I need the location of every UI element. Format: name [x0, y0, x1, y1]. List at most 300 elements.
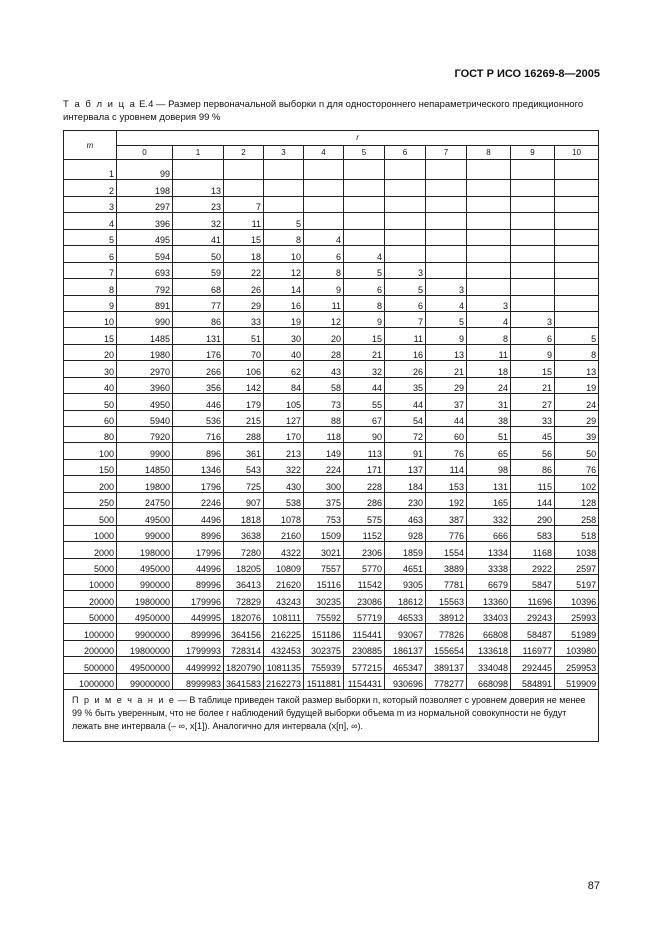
- sample-size-cell: 10809: [264, 558, 304, 574]
- m-value-cell: 30: [64, 361, 117, 377]
- m-value-cell: 20000: [64, 591, 117, 607]
- table-caption: [63, 98, 603, 124]
- table-row: [64, 410, 599, 426]
- m-column-header: m: [64, 131, 117, 160]
- sample-size-cell: 13: [426, 344, 467, 360]
- m-value-cell: 80: [64, 427, 117, 443]
- sample-size-cell: 16: [264, 295, 304, 311]
- sample-size-cell: 128: [555, 492, 599, 508]
- sample-size-cell: 108111: [264, 607, 304, 623]
- sample-size-cell: [344, 229, 385, 245]
- m-value-cell: 100: [64, 443, 117, 459]
- sample-size-cell: 176: [173, 344, 224, 360]
- sample-size-cell: 14: [264, 279, 304, 295]
- sample-size-cell: 5: [426, 311, 467, 327]
- sample-size-cell: 6: [385, 295, 426, 311]
- r-values-header-row: [64, 145, 599, 160]
- sample-size-cell: 1820790: [224, 657, 264, 673]
- sample-size-cell: 8: [555, 344, 599, 360]
- sample-size-cell: 44: [344, 377, 385, 393]
- sample-size-cell: 11: [467, 344, 511, 360]
- sample-size-cell: 28: [304, 344, 344, 360]
- sample-size-cell: 1485: [117, 328, 173, 344]
- sample-size-cell: 21620: [264, 574, 304, 590]
- m-value-cell: 500: [64, 509, 117, 525]
- sample-size-cell: 22: [224, 262, 264, 278]
- sample-size-cell: 536: [173, 410, 224, 426]
- sample-size-cell: 230: [385, 492, 426, 508]
- sample-size-cell: 18: [467, 361, 511, 377]
- sample-size-cell: 792: [117, 279, 173, 295]
- sample-size-cell: 9900000: [117, 624, 173, 640]
- sample-size-cell: 891: [117, 295, 173, 311]
- sample-size-cell: 728314: [224, 640, 264, 656]
- sample-size-cell: 230885: [344, 640, 385, 656]
- sample-size-cell: 9305: [385, 574, 426, 590]
- table-row: [64, 558, 599, 574]
- m-value-cell: 4: [64, 213, 117, 229]
- sample-size-cell: [264, 180, 304, 196]
- sample-size-cell: 57719: [344, 607, 385, 623]
- sample-size-cell: 20: [304, 328, 344, 344]
- sample-size-cell: 9: [511, 344, 555, 360]
- sample-size-cell: 19: [555, 377, 599, 393]
- sample-size-cell: 778277: [426, 673, 467, 689]
- sample-size-cell: 179: [224, 394, 264, 410]
- sample-size-cell: 1509: [304, 525, 344, 541]
- sample-size-cell: [467, 196, 511, 212]
- sample-size-cell: 127: [264, 410, 304, 426]
- sample-size-cell: 62: [264, 361, 304, 377]
- r-value-header: 7: [426, 145, 467, 160]
- sample-size-cell: 29: [555, 410, 599, 426]
- table-row: [64, 574, 599, 590]
- sample-size-cell: 3: [467, 295, 511, 311]
- sample-size-cell: 11: [385, 328, 426, 344]
- sample-size-cell: 990: [117, 311, 173, 327]
- sample-size-cell: 38912: [426, 607, 467, 623]
- sample-size-cell: 2970: [117, 361, 173, 377]
- sample-size-cell: 51: [224, 328, 264, 344]
- table-row: [64, 262, 599, 278]
- sample-size-cell: 1334: [467, 542, 511, 558]
- sample-size-cell: 27: [511, 394, 555, 410]
- sample-size-cell: 49500: [117, 509, 173, 525]
- sample-size-cell: 4: [304, 229, 344, 245]
- sample-size-cell: [511, 229, 555, 245]
- sample-size-cell: 21: [344, 344, 385, 360]
- sample-size-cell: 46533: [385, 607, 426, 623]
- m-value-cell: 10: [64, 311, 117, 327]
- sample-size-cell: 5197: [555, 574, 599, 590]
- sample-size-cell: 6: [511, 328, 555, 344]
- sample-size-cell: 11: [304, 295, 344, 311]
- sample-size-cell: 5770: [344, 558, 385, 574]
- sample-size-cell: 12: [304, 311, 344, 327]
- sample-size-cell: 13: [555, 361, 599, 377]
- sample-size-cell: 49500000: [117, 657, 173, 673]
- sample-size-cell: [555, 246, 599, 262]
- sample-size-cell: 72829: [224, 591, 264, 607]
- table-row: [64, 427, 599, 443]
- sample-size-cell: 5: [555, 328, 599, 344]
- sample-size-cell: 13: [173, 180, 224, 196]
- sample-size-cell: 16: [385, 344, 426, 360]
- sample-size-cell: 44: [426, 410, 467, 426]
- table-row: [64, 246, 599, 262]
- sample-size-cell: 65: [467, 443, 511, 459]
- sample-size-cell: [224, 160, 264, 180]
- sample-size-cell: 76: [555, 459, 599, 475]
- table-note: [64, 690, 599, 742]
- sample-size-cell: 106: [224, 361, 264, 377]
- sample-size-cell: 36413: [224, 574, 264, 590]
- note-text: — В таблице приведен такой размер выборки n, который позволяет с уровнем доверия не менее 99 % быть уверенным, что не более r наблюдений будущей выборки объема m из нормальной совокупности не будут лежать вне интервала (– ∞, x[1]). Аналогично для интервала (x[n], ∞).: [72, 695, 586, 731]
- page-number: 87: [587, 880, 600, 892]
- sample-size-cell: 60: [426, 427, 467, 443]
- sample-size-cell: 15: [511, 361, 555, 377]
- sample-size-cell: 725: [224, 476, 264, 492]
- m-value-cell: 100000: [64, 624, 117, 640]
- sample-size-cell: [511, 180, 555, 196]
- sample-size-cell: 215: [224, 410, 264, 426]
- sample-size-cell: 73: [304, 394, 344, 410]
- sample-size-cell: 332: [467, 509, 511, 525]
- sample-size-cell: 8: [264, 229, 304, 245]
- m-value-cell: 2000: [64, 542, 117, 558]
- note-label: П р и м е ч а н и е: [72, 695, 176, 705]
- sample-size-cell: 4322: [264, 542, 304, 558]
- sample-size-cell: 776: [426, 525, 467, 541]
- m-value-cell: 250: [64, 492, 117, 508]
- table-row: [64, 328, 599, 344]
- sample-size-cell: 25993: [555, 607, 599, 623]
- sample-size-cell: 115441: [344, 624, 385, 640]
- sample-size-cell: 131: [467, 476, 511, 492]
- sample-size-cell: 44: [385, 394, 426, 410]
- sample-size-cell: 375: [304, 492, 344, 508]
- sample-size-cell: 133618: [467, 640, 511, 656]
- sample-size-cell: 66808: [467, 624, 511, 640]
- sample-size-cell: 575: [344, 509, 385, 525]
- sample-size-cell: 1038: [555, 542, 599, 558]
- sample-size-cell: 12: [264, 262, 304, 278]
- sample-size-cell: 198: [117, 180, 173, 196]
- sample-size-cell: 6: [344, 279, 385, 295]
- sample-size-cell: 67: [344, 410, 385, 426]
- sample-size-cell: 2246: [173, 492, 224, 508]
- sample-size-cell: [385, 180, 426, 196]
- m-value-cell: 20: [64, 344, 117, 360]
- r-value-header: 9: [511, 145, 555, 160]
- sample-size-cell: 37: [426, 394, 467, 410]
- table-row: [64, 344, 599, 360]
- sample-size-cell: 446: [173, 394, 224, 410]
- sample-size-cell: [555, 180, 599, 196]
- sample-size-cell: 3: [385, 262, 426, 278]
- sample-size-cell: 584891: [511, 673, 555, 689]
- sample-size-cell: 4496: [173, 509, 224, 525]
- sample-size-cell: [555, 279, 599, 295]
- sample-size-cell: [385, 196, 426, 212]
- sample-size-cell: 6679: [467, 574, 511, 590]
- sample-size-cell: 77826: [426, 624, 467, 640]
- sample-size-cell: 29: [224, 295, 264, 311]
- sample-size-cell: [467, 180, 511, 196]
- sample-size-cell: [511, 160, 555, 180]
- sample-size-cell: [426, 213, 467, 229]
- table-row: [64, 196, 599, 212]
- sample-size-cell: 103980: [555, 640, 599, 656]
- table-row: [64, 476, 599, 492]
- sample-size-cell: 116977: [511, 640, 555, 656]
- sample-size-cell: 15563: [426, 591, 467, 607]
- sample-size-cell: [555, 213, 599, 229]
- sample-size-cell: 144: [511, 492, 555, 508]
- sample-size-cell: 93067: [385, 624, 426, 640]
- sample-size-cell: 29243: [511, 607, 555, 623]
- sample-size-cell: 5: [344, 262, 385, 278]
- sample-size-cell: 33: [224, 311, 264, 327]
- m-value-cell: 40: [64, 377, 117, 393]
- sample-size-cell: 14850: [117, 459, 173, 475]
- sample-size-cell: 8996: [173, 525, 224, 541]
- sample-size-cell: 72: [385, 427, 426, 443]
- sample-size-cell: [555, 311, 599, 327]
- table-row: [64, 624, 599, 640]
- sample-size-cell: [511, 279, 555, 295]
- sample-size-cell: 45: [511, 427, 555, 443]
- sample-size-cell: 364156: [224, 624, 264, 640]
- sample-size-cell: 31: [467, 394, 511, 410]
- sample-size-cell: 23: [173, 196, 224, 212]
- sample-size-cell: 184: [385, 476, 426, 492]
- sample-size-cell: 668098: [467, 673, 511, 689]
- sample-size-cell: 51989: [555, 624, 599, 640]
- table-row: [64, 542, 599, 558]
- sample-size-cell: 44996: [173, 558, 224, 574]
- sample-size-cell: 118: [304, 427, 344, 443]
- sample-size-cell: 5: [264, 213, 304, 229]
- sample-size-cell: 3889: [426, 558, 467, 574]
- sample-size-cell: 89996: [173, 574, 224, 590]
- table-row: [64, 229, 599, 245]
- sample-size-cell: 76: [426, 443, 467, 459]
- sample-size-cell: 8999983: [173, 673, 224, 689]
- sample-size-cell: 114: [426, 459, 467, 475]
- sample-size-table: [63, 130, 599, 742]
- sample-size-cell: 594: [117, 246, 173, 262]
- sample-size-cell: 30: [264, 328, 304, 344]
- sample-size-cell: 13360: [467, 591, 511, 607]
- sample-size-cell: 396: [117, 213, 173, 229]
- sample-size-cell: 1818: [224, 509, 264, 525]
- sample-size-cell: 11542: [344, 574, 385, 590]
- sample-size-cell: [467, 246, 511, 262]
- sample-size-cell: 693: [117, 262, 173, 278]
- sample-size-cell: 26: [385, 361, 426, 377]
- m-value-cell: 5: [64, 229, 117, 245]
- sample-size-cell: [385, 246, 426, 262]
- sample-size-cell: 286: [344, 492, 385, 508]
- r-value-header: 0: [117, 145, 173, 160]
- m-value-cell: 1000: [64, 525, 117, 541]
- sample-size-cell: 6: [304, 246, 344, 262]
- table-row: [64, 160, 599, 180]
- r-value-header: 1: [173, 145, 224, 160]
- sample-size-cell: 142: [224, 377, 264, 393]
- sample-size-cell: [344, 180, 385, 196]
- sample-size-cell: 297: [117, 196, 173, 212]
- sample-size-cell: [555, 160, 599, 180]
- sample-size-cell: 1154431: [344, 673, 385, 689]
- sample-size-cell: [511, 196, 555, 212]
- sample-size-cell: 50: [555, 443, 599, 459]
- sample-size-cell: 2162273: [264, 673, 304, 689]
- sample-size-cell: [264, 196, 304, 212]
- sample-size-cell: 1980000: [117, 591, 173, 607]
- document-header: ГОСТ Р ИСО 16269-8—2005: [454, 68, 600, 80]
- sample-size-cell: 19: [264, 311, 304, 327]
- sample-size-cell: [385, 229, 426, 245]
- sample-size-cell: 907: [224, 492, 264, 508]
- sample-size-cell: 86: [173, 311, 224, 327]
- m-value-cell: 500000: [64, 657, 117, 673]
- sample-size-cell: 577215: [344, 657, 385, 673]
- sample-size-cell: 3638: [224, 525, 264, 541]
- sample-size-cell: 1799993: [173, 640, 224, 656]
- sample-size-cell: [224, 180, 264, 196]
- sample-size-cell: 70: [224, 344, 264, 360]
- sample-size-cell: 186137: [385, 640, 426, 656]
- sample-size-cell: 41: [173, 229, 224, 245]
- sample-size-cell: [385, 213, 426, 229]
- r-value-header: 10: [555, 145, 599, 160]
- sample-size-cell: 300: [304, 476, 344, 492]
- sample-size-cell: [511, 262, 555, 278]
- sample-size-cell: 99000: [117, 525, 173, 541]
- table-row: [64, 377, 599, 393]
- table-row: [64, 591, 599, 607]
- sample-size-cell: 43243: [264, 591, 304, 607]
- sample-size-cell: 182076: [224, 607, 264, 623]
- m-value-cell: 200000: [64, 640, 117, 656]
- sample-size-cell: 19800: [117, 476, 173, 492]
- sample-size-cell: 32: [344, 361, 385, 377]
- table-row: [64, 640, 599, 656]
- sample-size-cell: 465347: [385, 657, 426, 673]
- sample-size-cell: 24750: [117, 492, 173, 508]
- sample-size-cell: [511, 213, 555, 229]
- sample-size-cell: 1078: [264, 509, 304, 525]
- sample-size-cell: 155654: [426, 640, 467, 656]
- table-row: [64, 443, 599, 459]
- sample-size-cell: 30235: [304, 591, 344, 607]
- caption-text: Е.4 — Размер первоначальной выборки n для одностороннего непараметрического предикционного интервала с уровнем доверия 99 %: [63, 99, 584, 123]
- sample-size-cell: 430: [264, 476, 304, 492]
- table-row: [64, 492, 599, 508]
- sample-size-cell: 928: [385, 525, 426, 541]
- sample-size-cell: 170: [264, 427, 304, 443]
- sample-size-cell: 463: [385, 509, 426, 525]
- sample-size-cell: 4950000: [117, 607, 173, 623]
- sample-size-cell: [304, 160, 344, 180]
- sample-size-cell: 153: [426, 476, 467, 492]
- sample-size-cell: 930696: [385, 673, 426, 689]
- sample-size-cell: [426, 246, 467, 262]
- sample-size-cell: 15: [344, 328, 385, 344]
- sample-size-cell: 35: [385, 377, 426, 393]
- sample-size-cell: 26: [224, 279, 264, 295]
- sample-size-cell: 137: [385, 459, 426, 475]
- sample-size-cell: 102: [555, 476, 599, 492]
- sample-size-cell: 113: [344, 443, 385, 459]
- sample-size-cell: 1168: [511, 542, 555, 558]
- sample-size-cell: 259953: [555, 657, 599, 673]
- sample-size-cell: 32: [173, 213, 224, 229]
- sample-size-cell: 990000: [117, 574, 173, 590]
- sample-size-cell: 10396: [555, 591, 599, 607]
- table-row: [64, 525, 599, 541]
- sample-size-cell: [344, 196, 385, 212]
- sample-size-cell: 7557: [304, 558, 344, 574]
- sample-size-cell: [426, 160, 467, 180]
- sample-size-cell: [426, 180, 467, 196]
- sample-size-cell: 131: [173, 328, 224, 344]
- sample-size-cell: 258: [555, 509, 599, 525]
- sample-size-cell: 7781: [426, 574, 467, 590]
- sample-size-cell: 23086: [344, 591, 385, 607]
- sample-size-cell: 7280: [224, 542, 264, 558]
- sample-size-cell: 228: [344, 476, 385, 492]
- m-value-cell: 50: [64, 394, 117, 410]
- sample-size-cell: [467, 262, 511, 278]
- m-value-cell: 50000: [64, 607, 117, 623]
- sample-size-cell: 99: [117, 160, 173, 180]
- sample-size-cell: 899996: [173, 624, 224, 640]
- sample-size-cell: 519909: [555, 673, 599, 689]
- sample-size-cell: 4: [344, 246, 385, 262]
- sample-size-cell: 716: [173, 427, 224, 443]
- sample-size-cell: 198000: [117, 542, 173, 558]
- sample-size-cell: 9: [304, 279, 344, 295]
- r-value-header: 2: [224, 145, 264, 160]
- sample-size-cell: 361: [224, 443, 264, 459]
- table-row: [64, 509, 599, 525]
- table-row: [64, 607, 599, 623]
- sample-size-cell: 583: [511, 525, 555, 541]
- m-value-cell: 10000: [64, 574, 117, 590]
- sample-size-cell: 21: [511, 377, 555, 393]
- sample-size-cell: 1980: [117, 344, 173, 360]
- sample-size-cell: 68: [173, 279, 224, 295]
- m-value-cell: 150: [64, 459, 117, 475]
- sample-size-cell: 19800000: [117, 640, 173, 656]
- table-row: [64, 673, 599, 689]
- sample-size-cell: 387: [426, 509, 467, 525]
- sample-size-cell: [555, 295, 599, 311]
- table-row: [64, 279, 599, 295]
- sample-size-cell: 389137: [426, 657, 467, 673]
- sample-size-cell: 5: [385, 279, 426, 295]
- table-row: [64, 213, 599, 229]
- sample-size-cell: 11: [224, 213, 264, 229]
- sample-size-cell: [173, 160, 224, 180]
- sample-size-cell: 98: [467, 459, 511, 475]
- sample-size-cell: 5940: [117, 410, 173, 426]
- sample-size-cell: 224: [304, 459, 344, 475]
- table-row: [64, 657, 599, 673]
